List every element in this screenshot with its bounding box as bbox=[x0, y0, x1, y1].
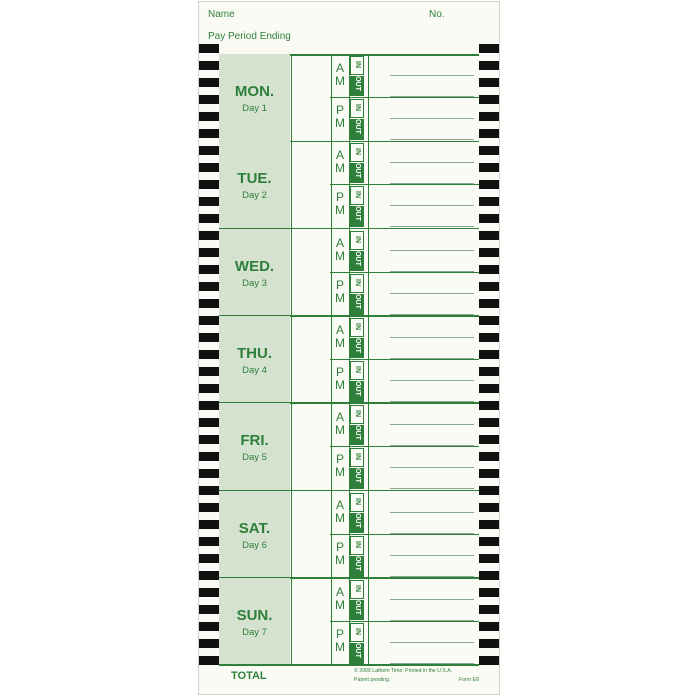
day-label-cell bbox=[219, 54, 290, 141]
timing-mark bbox=[479, 163, 499, 172]
day-name: MON. bbox=[234, 83, 275, 100]
pm-in-line bbox=[390, 293, 474, 294]
pm-out-marker bbox=[350, 468, 364, 489]
timing-mark bbox=[479, 367, 499, 376]
timing-mark bbox=[199, 231, 219, 240]
copyright-text: © 2009 Lathem Time. Printed in the U.S.A. bbox=[354, 668, 453, 674]
pm-in-marker bbox=[350, 99, 364, 118]
am-in-line bbox=[390, 75, 474, 76]
in-text: IN bbox=[353, 365, 361, 373]
day-row bbox=[219, 316, 479, 403]
timing-mark bbox=[199, 503, 219, 512]
timing-mark bbox=[479, 316, 499, 325]
timing-mark bbox=[479, 554, 499, 563]
pm-letter-m: M bbox=[335, 465, 345, 480]
day-row bbox=[219, 403, 479, 490]
timing-mark bbox=[479, 44, 499, 53]
day-row bbox=[219, 229, 479, 316]
day-name: FRI. bbox=[240, 432, 269, 450]
am-out-marker bbox=[350, 600, 364, 620]
am-letter-a: A bbox=[335, 61, 344, 75]
pm-in-line bbox=[390, 380, 474, 381]
timing-mark bbox=[199, 486, 219, 495]
am-out-marker bbox=[350, 513, 364, 533]
in-text: IN bbox=[353, 278, 361, 286]
timing-mark bbox=[199, 350, 219, 359]
day-grid bbox=[219, 54, 479, 666]
timing-mark bbox=[199, 299, 219, 308]
day-name: WED. bbox=[234, 257, 275, 275]
day-number: Day 7 bbox=[242, 626, 267, 638]
timing-mark bbox=[199, 146, 219, 155]
timing-mark bbox=[479, 452, 499, 461]
timing-mark bbox=[479, 282, 499, 291]
pay-period-label: Pay Period Ending bbox=[208, 31, 291, 42]
timing-mark bbox=[479, 214, 499, 223]
pm-in-marker bbox=[350, 274, 364, 293]
am-letter-a: A bbox=[335, 584, 344, 599]
am-letter-a: A bbox=[335, 148, 344, 163]
am-out-line bbox=[390, 358, 474, 359]
timing-mark bbox=[199, 78, 219, 87]
am-out-marker bbox=[350, 425, 364, 445]
timing-mark bbox=[479, 299, 499, 308]
pm-letter-p: P bbox=[335, 452, 344, 467]
am-letter-m: M bbox=[335, 423, 345, 438]
pm-out-marker bbox=[350, 643, 364, 664]
timing-mark bbox=[199, 197, 219, 206]
pm-in-line bbox=[390, 205, 474, 206]
am-out-line bbox=[390, 445, 474, 446]
timing-mark bbox=[199, 520, 219, 529]
in-text: IN bbox=[353, 453, 361, 461]
am-in-line bbox=[390, 599, 474, 600]
timing-mark bbox=[479, 639, 499, 648]
pm-out-marker bbox=[350, 206, 364, 227]
am-in-marker bbox=[350, 231, 364, 250]
patent-text: Patent pending. bbox=[354, 677, 391, 683]
timing-mark bbox=[479, 537, 499, 546]
right-timing-strip bbox=[479, 44, 499, 664]
timing-mark bbox=[479, 486, 499, 495]
in-text: IN bbox=[353, 540, 361, 548]
out-text: OUT bbox=[353, 599, 361, 615]
day-name: TUE. bbox=[237, 170, 272, 188]
left-timing-strip bbox=[199, 44, 219, 664]
pm-label bbox=[333, 366, 347, 392]
am-in-line bbox=[390, 162, 474, 163]
am-out-marker bbox=[350, 163, 364, 183]
half-day-rule bbox=[330, 359, 479, 360]
day-number: Day 4 bbox=[242, 364, 267, 376]
pm-letter-p: P bbox=[335, 626, 344, 641]
pm-out-marker bbox=[350, 119, 364, 140]
am-in-line bbox=[390, 250, 474, 251]
am-out-line bbox=[390, 96, 474, 97]
out-text: OUT bbox=[353, 642, 361, 658]
timing-mark bbox=[479, 61, 499, 70]
am-out-marker bbox=[350, 338, 364, 358]
am-letter-a: A bbox=[335, 235, 344, 250]
timing-mark bbox=[199, 418, 219, 427]
in-text: IN bbox=[353, 235, 361, 243]
timing-mark bbox=[199, 554, 219, 563]
am-out-line bbox=[390, 533, 474, 534]
am-out-marker bbox=[350, 251, 364, 271]
pm-letter-m: M bbox=[335, 203, 345, 218]
half-day-rule bbox=[330, 97, 479, 98]
am-letter-a: A bbox=[335, 322, 344, 337]
out-text: OUT bbox=[353, 555, 361, 571]
timing-mark bbox=[199, 265, 219, 274]
out-text: OUT bbox=[353, 512, 361, 528]
am-letter-m: M bbox=[335, 335, 345, 350]
am-in-marker bbox=[350, 405, 364, 424]
am-label bbox=[333, 149, 347, 175]
total-label: TOTAL bbox=[231, 670, 267, 682]
timing-mark bbox=[199, 282, 219, 291]
out-text: OUT bbox=[353, 119, 361, 134]
pm-label bbox=[333, 191, 347, 217]
timing-mark bbox=[199, 129, 219, 138]
am-in-marker bbox=[350, 143, 364, 162]
day-label-cell bbox=[219, 491, 290, 578]
am-label bbox=[333, 62, 347, 88]
timing-mark bbox=[479, 146, 499, 155]
timing-mark bbox=[199, 401, 219, 410]
day-label-cell bbox=[219, 316, 290, 403]
timing-mark bbox=[199, 180, 219, 189]
am-letter-m: M bbox=[335, 248, 345, 263]
day-row bbox=[219, 141, 479, 228]
pm-in-marker bbox=[350, 361, 364, 380]
timing-mark bbox=[199, 537, 219, 546]
timing-mark bbox=[479, 112, 499, 121]
out-text: OUT bbox=[353, 163, 361, 179]
timing-mark bbox=[199, 316, 219, 325]
pm-out-marker bbox=[350, 556, 364, 577]
timing-mark bbox=[199, 214, 219, 223]
pm-in-line bbox=[390, 642, 474, 643]
timing-mark bbox=[479, 605, 499, 614]
am-label bbox=[333, 411, 347, 437]
day-number: Day 1 bbox=[242, 103, 267, 114]
timing-mark bbox=[479, 588, 499, 597]
form-number: Form E8 bbox=[459, 677, 479, 683]
timing-mark bbox=[199, 61, 219, 70]
timing-mark bbox=[479, 197, 499, 206]
in-text: IN bbox=[353, 497, 361, 505]
timing-mark bbox=[199, 248, 219, 257]
timing-mark bbox=[479, 129, 499, 138]
in-text: IN bbox=[353, 627, 361, 635]
timing-mark bbox=[199, 435, 219, 444]
day-label-cell bbox=[219, 229, 290, 316]
am-in-line bbox=[390, 512, 474, 513]
timing-mark bbox=[199, 384, 219, 393]
pm-out-marker bbox=[350, 381, 364, 402]
am-label bbox=[333, 324, 347, 350]
timing-mark bbox=[479, 333, 499, 342]
out-text: OUT bbox=[353, 206, 361, 222]
half-day-rule bbox=[330, 184, 479, 185]
in-text: IN bbox=[353, 61, 361, 68]
day-number: Day 3 bbox=[242, 277, 267, 289]
timing-mark bbox=[479, 350, 499, 359]
am-out-line bbox=[390, 620, 474, 621]
am-letter-m: M bbox=[335, 74, 345, 88]
day-label-cell bbox=[219, 578, 290, 665]
timing-mark bbox=[479, 180, 499, 189]
am-letter-a: A bbox=[335, 497, 344, 512]
pm-label bbox=[333, 541, 347, 567]
pm-label bbox=[333, 628, 347, 654]
pm-label bbox=[333, 279, 347, 305]
day-name: SUN. bbox=[236, 606, 273, 624]
am-label bbox=[333, 499, 347, 525]
out-text: OUT bbox=[353, 250, 361, 266]
am-letter-m: M bbox=[335, 510, 345, 525]
timing-mark bbox=[479, 384, 499, 393]
pm-letter-p: P bbox=[335, 103, 344, 117]
number-label: No. bbox=[429, 9, 445, 20]
timing-mark bbox=[199, 588, 219, 597]
am-in-line bbox=[390, 424, 474, 425]
timing-mark bbox=[479, 418, 499, 427]
am-in-marker bbox=[350, 56, 364, 75]
out-text: OUT bbox=[353, 76, 361, 91]
timing-mark bbox=[199, 367, 219, 376]
in-text: IN bbox=[353, 104, 361, 111]
half-day-rule bbox=[330, 446, 479, 447]
out-text: OUT bbox=[353, 381, 361, 396]
day-number: Day 2 bbox=[242, 190, 267, 202]
pm-letter-p: P bbox=[335, 539, 344, 554]
pm-letter-p: P bbox=[335, 190, 344, 205]
am-in-marker bbox=[350, 318, 364, 337]
pm-label bbox=[333, 453, 347, 479]
name-label: Name bbox=[208, 9, 235, 20]
pm-in-marker bbox=[350, 448, 364, 467]
am-in-line bbox=[390, 337, 474, 338]
pm-out-marker bbox=[350, 294, 364, 315]
half-day-rule bbox=[330, 534, 479, 535]
am-letter-a: A bbox=[335, 410, 344, 425]
timing-mark bbox=[199, 163, 219, 172]
timing-mark bbox=[199, 656, 219, 665]
am-label bbox=[333, 586, 347, 612]
am-label bbox=[333, 237, 347, 263]
in-text: IN bbox=[353, 584, 361, 592]
timing-mark bbox=[479, 265, 499, 274]
am-out-line bbox=[390, 183, 474, 184]
out-text: OUT bbox=[353, 468, 361, 484]
day-number: Day 5 bbox=[242, 452, 267, 464]
timing-mark bbox=[479, 622, 499, 631]
pm-in-line bbox=[390, 467, 474, 468]
am-in-marker bbox=[350, 493, 364, 512]
timing-mark bbox=[199, 333, 219, 342]
timing-mark bbox=[479, 520, 499, 529]
day-label-cell bbox=[219, 141, 290, 228]
timing-mark bbox=[199, 112, 219, 121]
pm-letter-m: M bbox=[335, 290, 345, 305]
pm-letter-m: M bbox=[335, 639, 345, 654]
day-row bbox=[219, 578, 479, 665]
timing-mark bbox=[199, 639, 219, 648]
day-row bbox=[219, 54, 479, 141]
in-text: IN bbox=[353, 410, 361, 418]
timing-mark bbox=[479, 248, 499, 257]
am-in-marker bbox=[350, 580, 364, 599]
timing-mark bbox=[479, 469, 499, 478]
day-number: Day 6 bbox=[242, 539, 267, 551]
day-name: SAT. bbox=[238, 519, 271, 537]
timing-mark bbox=[479, 503, 499, 512]
am-letter-m: M bbox=[335, 597, 345, 612]
pm-in-marker bbox=[350, 536, 364, 555]
am-out-marker bbox=[350, 76, 364, 96]
pm-letter-m: M bbox=[335, 116, 345, 130]
in-text: IN bbox=[353, 148, 361, 156]
timing-mark bbox=[479, 401, 499, 410]
timing-mark bbox=[479, 656, 499, 665]
timing-mark bbox=[479, 95, 499, 104]
pm-in-line bbox=[390, 555, 474, 556]
timing-mark bbox=[199, 622, 219, 631]
pm-letter-p: P bbox=[335, 277, 344, 292]
pm-in-marker bbox=[350, 186, 364, 205]
timing-mark bbox=[199, 605, 219, 614]
pm-letter-p: P bbox=[335, 364, 344, 379]
timing-mark bbox=[199, 571, 219, 580]
out-text: OUT bbox=[353, 338, 361, 353]
timing-mark bbox=[479, 435, 499, 444]
out-text: OUT bbox=[353, 425, 361, 441]
out-text: OUT bbox=[353, 293, 361, 309]
am-out-line bbox=[390, 271, 474, 272]
in-text: IN bbox=[353, 191, 361, 199]
day-label-cell bbox=[219, 403, 290, 490]
half-day-rule bbox=[330, 621, 479, 622]
pm-letter-m: M bbox=[335, 552, 345, 567]
day-row bbox=[219, 491, 479, 578]
timing-mark bbox=[479, 231, 499, 240]
time-card bbox=[198, 1, 500, 695]
am-letter-m: M bbox=[335, 161, 345, 176]
pm-letter-m: M bbox=[335, 377, 345, 392]
pm-in-line bbox=[390, 118, 474, 119]
half-day-rule bbox=[330, 272, 479, 273]
timing-mark bbox=[199, 44, 219, 53]
timing-mark bbox=[199, 95, 219, 104]
in-text: IN bbox=[353, 322, 361, 330]
timing-mark bbox=[479, 78, 499, 87]
timing-mark bbox=[199, 469, 219, 478]
card-footer bbox=[219, 664, 479, 694]
timing-mark bbox=[199, 452, 219, 461]
timing-mark bbox=[479, 571, 499, 580]
day-name: THU. bbox=[237, 344, 272, 362]
pm-in-marker bbox=[350, 623, 364, 642]
pm-label bbox=[333, 104, 347, 130]
